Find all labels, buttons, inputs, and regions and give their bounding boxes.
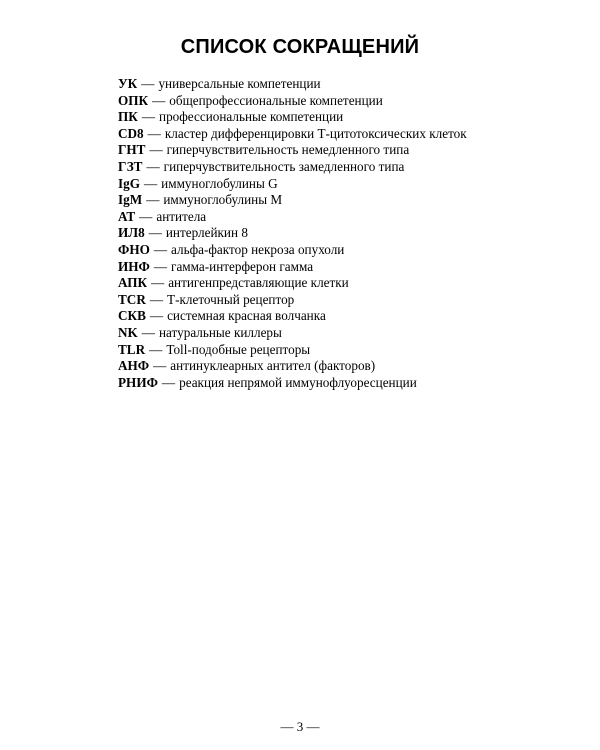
- dash-separator: —: [141, 109, 156, 125]
- dash-separator: —: [149, 291, 164, 307]
- dash-separator: —: [139, 208, 153, 224]
- abbreviation: ГНТ: [118, 142, 146, 158]
- list-item: [118, 308, 467, 325]
- page-title: СПИСОК СОКРАЩЕНИЙ: [180, 36, 420, 58]
- abbreviation-meaning: интерлейкин 8: [165, 225, 248, 241]
- list-item: [118, 176, 467, 193]
- dash-separator: —: [161, 374, 176, 390]
- list-item: [118, 342, 467, 359]
- abbreviation-meaning: натуральные киллеры: [158, 324, 282, 340]
- abbreviation: УК: [118, 76, 138, 91]
- abbreviation: NK: [118, 324, 138, 340]
- abbreviation-meaning: реакция непрямой иммунофлуоресценции: [179, 374, 417, 390]
- abbreviation: IgM: [118, 192, 143, 208]
- dash-separator: —: [153, 358, 167, 374]
- abbreviation: АНФ: [118, 358, 150, 374]
- dash-separator: —: [146, 192, 160, 208]
- abbreviation-meaning: иммуноглобулины М: [163, 192, 283, 208]
- list-item: [118, 192, 467, 209]
- list-item: [118, 325, 467, 342]
- list-item: [118, 242, 467, 259]
- list-item: [118, 259, 467, 276]
- abbreviation-meaning: гамма-интерферон гамма: [171, 258, 314, 274]
- dash-separator: —: [149, 341, 163, 357]
- abbreviation-meaning: профессиональные компетенции: [159, 109, 344, 125]
- abbreviation-list: [118, 76, 467, 391]
- abbreviation: TCR: [118, 291, 146, 307]
- list-item: [118, 93, 467, 110]
- abbreviation-meaning: Toll-подобные рецепторы: [166, 341, 311, 357]
- dash-separator: —: [149, 142, 163, 158]
- abbreviation-meaning: гиперчувствительность немедленного типа: [166, 142, 410, 158]
- dash-separator: —: [147, 125, 161, 141]
- list-item: [118, 292, 467, 309]
- page-number: — 3 —: [280, 719, 320, 734]
- dash-separator: —: [141, 324, 155, 340]
- abbreviation: ИНФ: [118, 258, 150, 274]
- abbreviation: АТ: [118, 208, 136, 224]
- dash-separator: —: [153, 241, 168, 257]
- abbreviation-meaning: Т-клеточный рецептор: [167, 291, 295, 307]
- abbreviation-meaning: альфа-фактор некроза опухоли: [171, 241, 345, 257]
- abbreviation: АПК: [118, 275, 148, 291]
- dash-separator: —: [149, 308, 164, 324]
- abbreviation: ИЛ8: [118, 225, 145, 241]
- list-item: [118, 76, 467, 93]
- abbreviation-meaning: универсальные компетенции: [158, 76, 321, 91]
- abbreviation: ФНО: [118, 241, 150, 257]
- abbreviation-meaning: системная красная волчанка: [167, 308, 326, 324]
- list-item: [118, 375, 467, 392]
- abbreviation-meaning: антигенпредставляющие клетки: [168, 275, 349, 291]
- dash-separator: —: [148, 225, 162, 241]
- abbreviation: IgG: [118, 175, 140, 191]
- abbreviation: ГЗТ: [118, 158, 143, 174]
- abbreviation-meaning: гиперчувствительность замедленного типа: [163, 158, 405, 174]
- abbreviation: TLR: [118, 341, 146, 357]
- abbreviation-meaning: антитела: [156, 208, 207, 224]
- abbreviation-meaning: иммуноглобулины G: [161, 175, 278, 191]
- dash-separator: —: [143, 175, 158, 191]
- dash-separator: —: [146, 158, 160, 174]
- list-item: [118, 142, 467, 159]
- abbreviation: СКВ: [118, 308, 146, 324]
- dash-separator: —: [153, 258, 168, 274]
- abbreviation-meaning: общепрофессиональные компетенции: [169, 92, 383, 108]
- list-item: [118, 126, 467, 143]
- list-item: [118, 225, 467, 242]
- abbreviation: РНИФ: [118, 374, 158, 390]
- list-item: [118, 209, 467, 226]
- list-item: [118, 109, 467, 126]
- abbreviation-meaning: антинуклеарных антител (факторов): [170, 358, 376, 374]
- dash-separator: —: [152, 92, 166, 108]
- list-item: [118, 159, 467, 176]
- abbreviation-meaning: кластер дифференцировки Т-цитотоксических клеток: [164, 125, 467, 141]
- list-item: [118, 358, 467, 375]
- abbreviation: CD8: [118, 125, 144, 141]
- abbreviation: ПК: [118, 109, 138, 125]
- dash-separator: —: [141, 76, 155, 91]
- list-item: [118, 275, 467, 292]
- abbreviation: ОПК: [118, 92, 149, 108]
- dash-separator: —: [151, 275, 165, 291]
